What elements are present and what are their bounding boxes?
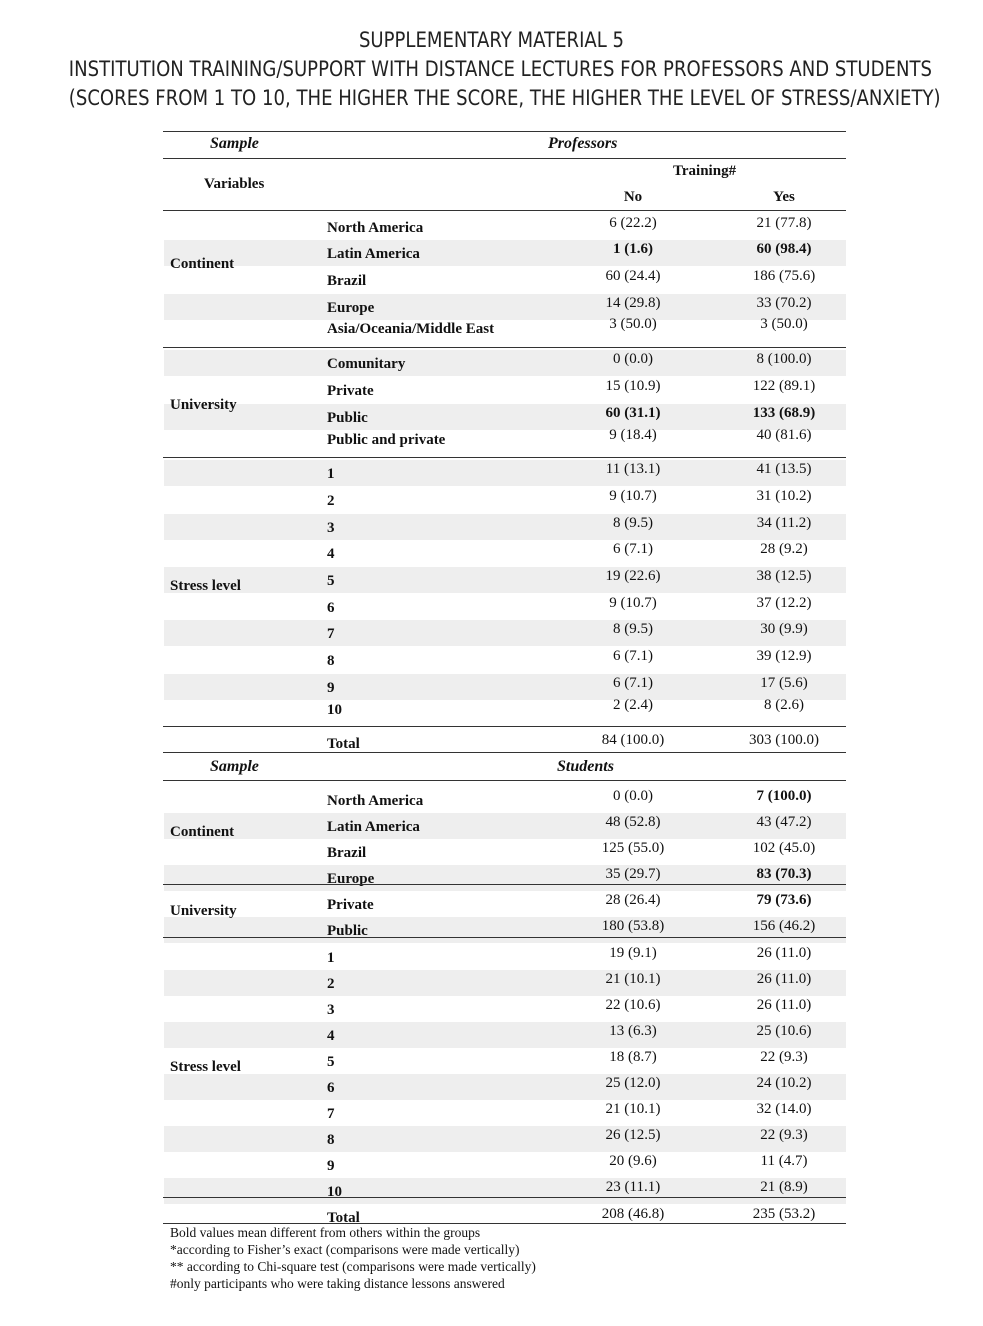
sample-header: Sample xyxy=(210,135,259,152)
title-line-3: (SCORES FROM 1 TO 10, THE HIGHER THE SCORE, THE HIGHER THE LEVEL OF STRESS/ANXIETY) xyxy=(68,86,941,110)
prof-no-value: 9 (10.7) xyxy=(609,595,657,611)
prof-yes-value: 37 (12.2) xyxy=(756,595,812,611)
table-top-rule xyxy=(163,131,846,132)
stu-row-label: Brazil xyxy=(327,845,367,861)
note-line: #only participants who were taking distance lessons answered xyxy=(170,1276,505,1291)
stu-row-label: North America xyxy=(327,793,424,809)
prof-row-label: Public and private xyxy=(327,432,446,448)
prof-row-label: Latin America xyxy=(327,246,420,262)
prof-yes-value: 17 (5.6) xyxy=(760,675,808,691)
prof-row-label: Asia/Oceania/Middle East xyxy=(327,321,495,337)
stu-total-no: 208 (46.8) xyxy=(601,1206,665,1222)
prof-group-label: Stress level xyxy=(170,578,241,594)
stu-yes-value: 26 (11.0) xyxy=(756,945,812,961)
prof-no-value: 6 (7.1) xyxy=(613,541,653,557)
prof-no-value: 9 (10.7) xyxy=(609,488,657,504)
stu-yes-value: 156 (46.2) xyxy=(752,918,816,934)
stu-row-label: 4 xyxy=(327,1028,335,1044)
students-header: Students xyxy=(557,758,614,775)
prof-yes-value: 3 (50.0) xyxy=(760,316,808,332)
prof-row-label: 2 xyxy=(327,493,335,509)
prof-row-label: 1 xyxy=(327,466,335,482)
prof-row-label: Public xyxy=(327,410,368,426)
prof-row-label: 10 xyxy=(327,702,342,718)
stu-yes-value: 11 (4.7) xyxy=(760,1153,808,1169)
prof-no-value: 6 (7.1) xyxy=(613,675,653,691)
sample-header-students: Sample xyxy=(210,758,259,775)
prof-group-rule xyxy=(163,457,846,458)
prof-group-rule xyxy=(163,726,846,727)
stu-yes-value: 102 (45.0) xyxy=(752,840,816,856)
stu-row-label: 5 xyxy=(327,1054,335,1070)
stu-no-value: 23 (11.1) xyxy=(605,1179,661,1195)
stu-yes-value: 79 (73.6) xyxy=(756,892,812,908)
stu-row-label: 8 xyxy=(327,1132,335,1148)
stu-no-value: 48 (52.8) xyxy=(605,814,661,830)
stu-group-rule xyxy=(163,884,846,885)
prof-no-value: 19 (22.6) xyxy=(605,568,661,584)
prof-row-label: 6 xyxy=(327,600,335,616)
yes-header: Yes xyxy=(773,189,795,205)
stu-no-value: 18 (8.7) xyxy=(609,1049,657,1065)
stu-no-value: 21 (10.1) xyxy=(605,971,661,987)
stu-row-label: 1 xyxy=(327,950,335,966)
prof-yes-value: 40 (81.6) xyxy=(756,427,812,443)
prof-no-value: 0 (0.0) xyxy=(613,351,653,367)
prof-row-label: 8 xyxy=(327,653,335,669)
prof-no-value: 9 (18.4) xyxy=(609,427,657,443)
prof-yes-value: 31 (10.2) xyxy=(756,488,812,504)
stu-row-label: Latin America xyxy=(327,819,420,835)
note-line: ** according to Chi-square test (comparisons were made vertically) xyxy=(170,1259,536,1274)
prof-total-label: Total xyxy=(327,736,360,752)
stu-row-label: Europe xyxy=(327,871,375,887)
stu-group-rule xyxy=(163,937,846,938)
prof-no-value: 2 (2.4) xyxy=(613,697,653,713)
stu-yes-value: 7 (100.0) xyxy=(756,788,812,804)
prof-yes-value: 21 (77.8) xyxy=(756,215,812,231)
stu-yes-value: 26 (11.0) xyxy=(756,971,812,987)
stu-no-value: 0 (0.0) xyxy=(613,788,653,804)
stu-row-label: 10 xyxy=(327,1184,342,1200)
stu-no-value: 25 (12.0) xyxy=(605,1075,661,1091)
stu-no-value: 125 (55.0) xyxy=(601,840,665,856)
prof-row-label: 9 xyxy=(327,680,335,696)
stu-no-value: 22 (10.6) xyxy=(605,997,661,1013)
note-line: Bold values mean different from others within the groups xyxy=(170,1225,481,1240)
header-rule xyxy=(163,158,846,159)
stu-row-label: 2 xyxy=(327,976,335,992)
stu-no-value: 13 (6.3) xyxy=(609,1023,657,1039)
stu-group-label: Stress level xyxy=(170,1059,241,1075)
prof-yes-value: 34 (11.2) xyxy=(756,515,812,531)
data-table xyxy=(163,0,846,1326)
prof-yes-value: 186 (75.6) xyxy=(752,268,816,284)
stu-yes-value: 21 (8.9) xyxy=(760,1179,808,1195)
title-line-1: SUPPLEMENTARY MATERIAL 5 xyxy=(358,28,625,52)
prof-group-rule xyxy=(163,347,846,348)
title-line-2: INSTITUTION TRAINING/SUPPORT WITH DISTANCE LECTURES FOR PROFESSORS AND STUDENTS xyxy=(68,57,932,81)
stu-total-yes: 235 (53.2) xyxy=(752,1206,816,1222)
prof-row-label: 3 xyxy=(327,520,335,536)
stu-row-label: 3 xyxy=(327,1002,335,1018)
prof-group-label: University xyxy=(170,397,237,413)
prof-yes-value: 8 (2.6) xyxy=(764,697,804,713)
prof-yes-value: 60 (98.4) xyxy=(756,241,812,257)
variables-header: Variables xyxy=(204,176,265,192)
note-line: *according to Fisher’s exact (comparisons were made vertically) xyxy=(170,1242,520,1257)
no-header: No xyxy=(623,189,643,205)
stu-no-value: 28 (26.4) xyxy=(605,892,661,908)
prof-yes-value: 30 (9.9) xyxy=(760,621,808,637)
header-bottom-rule xyxy=(163,210,846,211)
prof-no-value: 1 (1.6) xyxy=(613,241,653,257)
prof-yes-value: 122 (89.1) xyxy=(752,378,816,394)
prof-group-label: Continent xyxy=(170,256,235,272)
prof-row-label: 7 xyxy=(327,626,335,642)
prof-no-value: 8 (9.5) xyxy=(613,621,653,637)
stu-group-rule xyxy=(163,1197,846,1198)
stu-no-value: 35 (29.7) xyxy=(605,866,661,882)
professors-header: Professors xyxy=(548,135,618,152)
prof-no-value: 6 (7.1) xyxy=(613,648,653,664)
stu-no-value: 20 (9.6) xyxy=(609,1153,657,1169)
stu-row-label: 7 xyxy=(327,1106,335,1122)
prof-no-value: 6 (22.2) xyxy=(609,215,657,231)
prof-yes-value: 133 (68.9) xyxy=(752,405,816,421)
prof-row-label: 5 xyxy=(327,573,335,589)
training-header: Training# xyxy=(673,163,737,179)
prof-yes-value: 41 (13.5) xyxy=(756,461,812,477)
table-notes xyxy=(170,1224,536,1292)
stu-yes-value: 25 (10.6) xyxy=(756,1023,812,1039)
stu-group-label: Continent xyxy=(170,824,235,840)
prof-row-label: North America xyxy=(327,220,424,236)
prof-total-rule xyxy=(163,752,846,753)
stu-no-value: 180 (53.8) xyxy=(601,918,665,934)
prof-no-value: 8 (9.5) xyxy=(613,515,653,531)
prof-no-value: 15 (10.9) xyxy=(605,378,661,394)
stu-row-label: Private xyxy=(327,897,374,913)
stu-yes-value: 83 (70.3) xyxy=(756,866,812,882)
stu-row-label: Public xyxy=(327,923,368,939)
prof-row-label: Brazil xyxy=(327,273,367,289)
students-header-rule xyxy=(163,780,846,781)
stu-row-label: 9 xyxy=(327,1158,335,1174)
prof-yes-value: 33 (70.2) xyxy=(756,295,812,311)
stu-yes-value: 43 (47.2) xyxy=(756,814,812,830)
prof-total-no: 84 (100.0) xyxy=(601,732,665,748)
prof-row-label: Comunitary xyxy=(327,356,406,372)
stu-yes-value: 22 (9.3) xyxy=(760,1049,808,1065)
prof-row-label: Europe xyxy=(327,300,375,316)
prof-no-value: 14 (29.8) xyxy=(605,295,661,311)
prof-row-label: 4 xyxy=(327,546,335,562)
prof-yes-value: 38 (12.5) xyxy=(756,568,812,584)
prof-yes-value: 39 (12.9) xyxy=(756,648,812,664)
stu-no-value: 26 (12.5) xyxy=(605,1127,661,1143)
prof-total-yes: 303 (100.0) xyxy=(749,732,819,748)
prof-yes-value: 28 (9.2) xyxy=(760,541,808,557)
prof-row-label: Private xyxy=(327,383,374,399)
stu-total-label: Total xyxy=(327,1210,360,1226)
stu-row-label: 6 xyxy=(327,1080,335,1096)
stu-no-value: 21 (10.1) xyxy=(605,1101,661,1117)
prof-no-value: 60 (24.4) xyxy=(605,268,661,284)
prof-no-value: 3 (50.0) xyxy=(609,316,657,332)
stu-yes-value: 22 (9.3) xyxy=(760,1127,808,1143)
stu-yes-value: 32 (14.0) xyxy=(756,1101,812,1117)
stu-yes-value: 26 (11.0) xyxy=(756,997,812,1013)
stu-group-label: University xyxy=(170,903,237,919)
prof-no-value: 11 (13.1) xyxy=(605,461,661,477)
stu-no-value: 19 (9.1) xyxy=(609,945,657,961)
prof-yes-value: 8 (100.0) xyxy=(756,351,812,367)
prof-no-value: 60 (31.1) xyxy=(605,405,661,421)
stu-yes-value: 24 (10.2) xyxy=(756,1075,812,1091)
